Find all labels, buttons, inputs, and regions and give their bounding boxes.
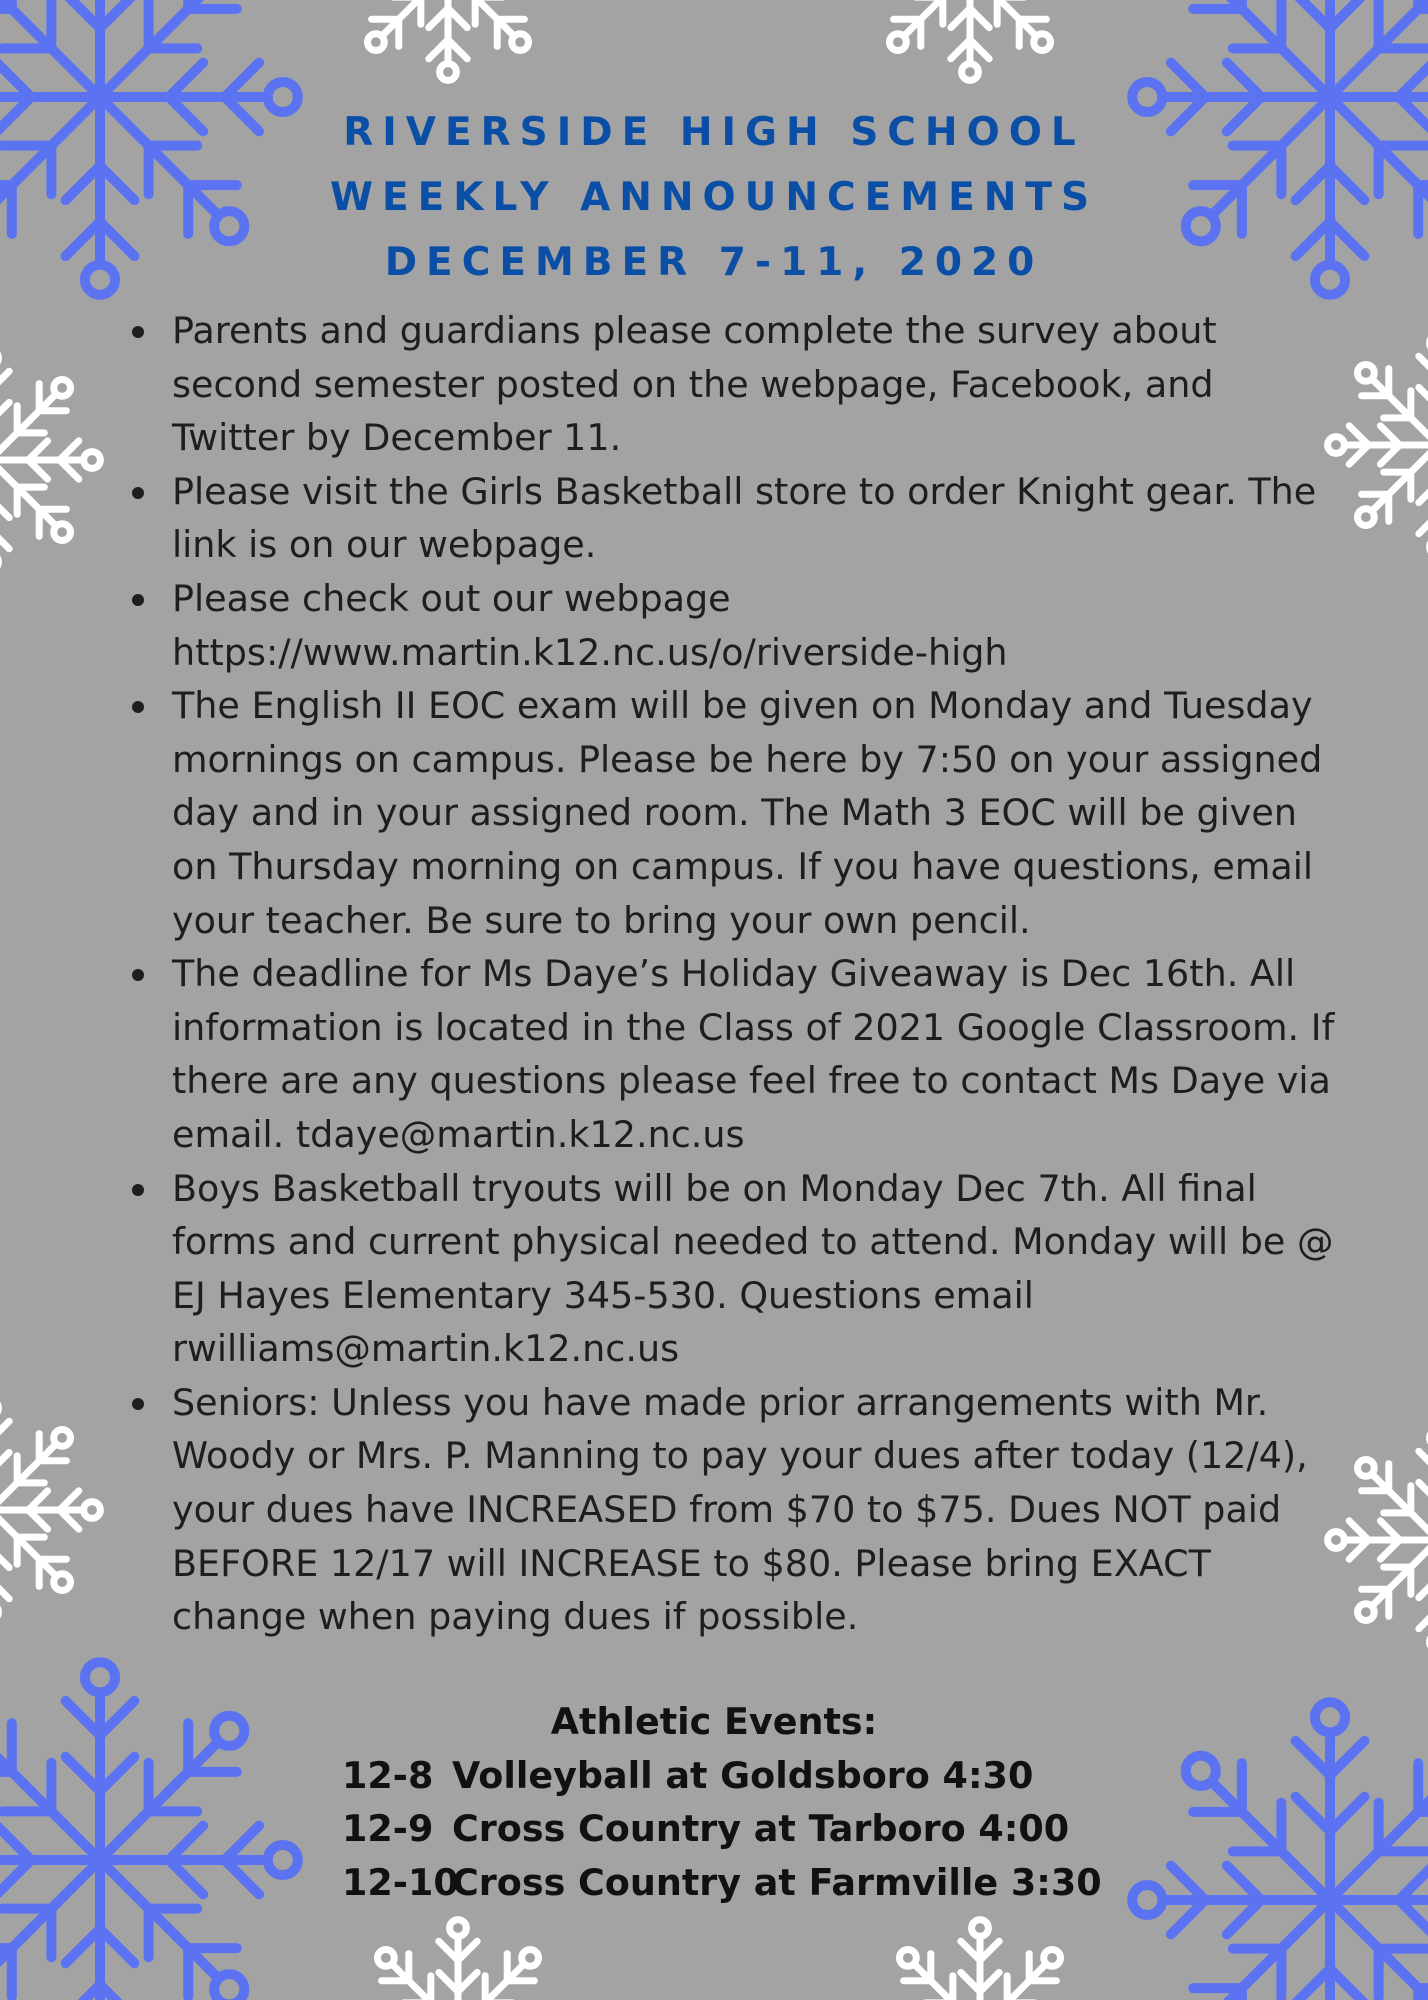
announcement-item: The English II EOC exam will be given on Monday and Tuesday mornings on campus. Please be here by 7:50 on your assigned day and in your assigned room. The Math 3 EOC will be given on Thursday morning on campus. If you have questions, email your teacher. Be sure to bring your own pencil.: [172, 679, 1337, 947]
event-row: [342, 1749, 1033, 1803]
announcement-item: Please check out our webpage https://www.martin.k12.nc.us/o/riverside-high: [172, 572, 1337, 679]
event-row: [342, 1856, 1102, 1910]
announcement-list: [112, 304, 1337, 1644]
snowflake-icon: [0, 1370, 130, 1650]
snowflake-icon: [830, 0, 1110, 110]
announcements-heading: WEEKLY ANNOUNCEMENTS: [329, 175, 1099, 220]
event-date: 12-8: [342, 1753, 434, 1797]
announcement-item: Boys Basketball tryouts will be on Monday Dec 7th. All final forms and current physical needed to attend. Monday will be @ EJ Hayes Elementary 345-530. Questions email rwilliams@martin.k12.nc.us: [172, 1162, 1337, 1376]
school-name: RIVERSIDE HIGH SCHOOL: [343, 110, 1085, 155]
date-range: DECEMBER 7-11, 2020: [384, 240, 1044, 285]
event-description: Volleyball at Goldsboro 4:30: [452, 1753, 1034, 1797]
event-date: 12-10: [342, 1860, 459, 1904]
announcement-item: The deadline for Ms Daye’s Holiday Giveaway is Dec 16th. All information is located in the Class of 2021 Google Classroom. If there are any questions please feel free to contact Ms Daye via email. tdaye@martin.k12.nc.us: [172, 947, 1337, 1161]
event-row: [342, 1802, 1069, 1856]
athletic-events-title: Athletic Events:: [550, 1700, 878, 1743]
announcement-item: Parents and guardians please complete the survey about second semester posted on the webpage, Facebook, and Twitter by December 11.: [172, 304, 1337, 465]
snowflake-icon: [0, 1625, 335, 2000]
page-title: [0, 100, 1428, 295]
announcement-item: Seniors: Unless you have made prior arrangements with Mr. Woody or Mrs. P. Manning to pay your dues after today (12/4), your dues have INCREASED from $70 to $75. Dues NOT paid BEFORE 12/17 will INCREASE to $80. Please bring EXACT change when paying dues if possible.: [172, 1376, 1337, 1644]
athletic-events: [0, 1695, 1428, 1904]
announcement-item: Please visit the Girls Basketball store to order Knight gear. The link is on our webpage.: [172, 465, 1337, 572]
event-date: 12-9: [342, 1807, 434, 1851]
snowflake-icon: [308, 0, 588, 110]
snowflake-icon: [0, 320, 130, 600]
event-description: Cross Country at Tarboro 4:00: [452, 1807, 1070, 1851]
event-description: Cross Country at Farmville 3:30: [452, 1860, 1102, 1904]
